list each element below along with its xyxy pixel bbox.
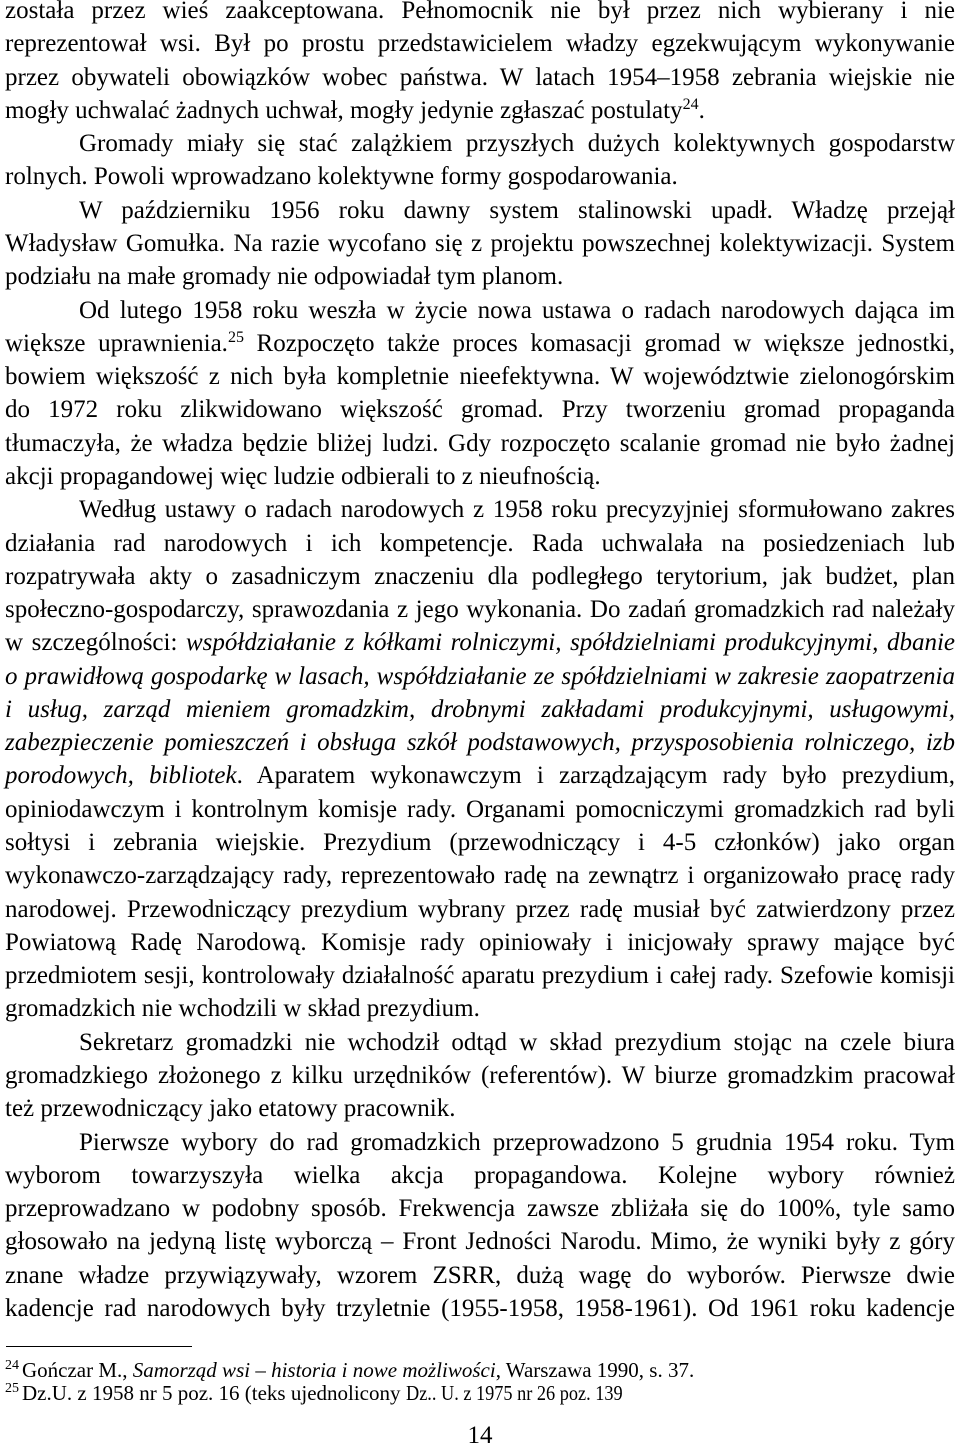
paragraph — [5, 194, 955, 294]
footnote-title: Samorząd wsi – historia i nowe możliwości — [132, 1358, 496, 1382]
footnote-marker: 25 — [5, 1381, 19, 1396]
text-line: głosowało na jedyną listę wyborczą – Front Jedności Narodu. Mimo, że wyniki były z góry — [5, 1228, 955, 1256]
page-number: 14 — [467, 1422, 493, 1449]
italic-text: porodowych, bibliotek — [5, 762, 237, 790]
paragraph — [5, 1026, 955, 1126]
text-line: reprezentował wsi. Był po prostu przedstawicielem władzy egzekwującym wykonywanie — [5, 30, 955, 58]
text-line: podziału na małe gromady nie odpowiadał tym planom. — [5, 263, 564, 291]
paragraph — [5, 0, 955, 127]
text-line: społeczno-gospodarczy, sprawozdania z jego wykonania. Do zadań gromadzkich rad należały — [5, 596, 955, 624]
italic-text: i usług, zarząd mieniem gromadzkim, drobnymi zakładami produkcyjnymi, usługowymi, — [5, 695, 955, 723]
text-line: większe uprawnienia.$^{25}$ Rozpoczęto także proces komasacji gromad w większe jednostki, — [5, 328, 955, 357]
paragraph — [5, 493, 955, 1026]
footnote-text: Dz.U. z 1958 nr 5 poz. 16 (teks ujednolicony — [22, 1381, 406, 1405]
text-line: gromadzkich nie wchodzili w skład prezydium. — [5, 995, 480, 1023]
text-line: wykonawczo-zarządzający rady, reprezentowało radę na zewnątrz i organizowało pracę rady — [5, 862, 955, 890]
text-line: została przez wieś zaakceptowana. Pełnomocnik nie był przez nich wybierany i nie — [5, 0, 955, 24]
text-line: tłumaczyła, że władza będzie bliżej ludzi. Gdy rozpoczęto scalanie gromad nie było żadnej — [5, 429, 955, 457]
footnote-25 — [5, 1382, 955, 1405]
text-line: gromadzkiego złożonego z kilku urzędników (referentów). W biurze gromadzkim pracował — [5, 1062, 955, 1089]
text-line: akcji propagandowej więc ludzie odbierali to z nieufnością. — [5, 462, 601, 490]
footnote-reference: 25 — [227, 328, 244, 346]
text-line: znane władze przywiązywały, wzorem ZSRR, dużą wagę do wyborów. Pierwsze dwie — [5, 1261, 955, 1289]
italic-text: zabezpieczenie pomieszczeń i obsługa szkół podstawowych, przysposobienia rolniczego, izb — [5, 729, 955, 757]
text-line: rolnych. Powoli wprowadzano kolektywne formy gospodarowania. — [5, 163, 678, 191]
paragraph — [5, 1126, 955, 1326]
paragraph — [5, 127, 955, 194]
text-line: Władysław Gomułka. Na razie wycofano się z projektu powszechnej kolektywizacji. System — [5, 229, 955, 257]
text-line: wyborom towarzyszyła wielka akcja propagandowa. Kolejne wybory również — [5, 1161, 955, 1189]
text-line: do 1972 roku zlikwidowano większość gromad. Przy tworzeniu gromad propaganda — [5, 396, 955, 424]
text-line: bowiem większość z nich była kompletnie nieefektywna. W województwie zielonogórskim — [5, 363, 955, 391]
text-line — [5, 660, 955, 693]
text-line: narodowej. Przewodniczący prezydium wybrany przez radę musiał być zatwierdzony przez — [5, 895, 955, 923]
paragraph — [5, 294, 955, 494]
text-line: przedmiotem sesji, kontrolowały działalność aparatu prezydium i całej rady. Szefowie komisji — [5, 962, 955, 990]
footnote-text-continued: Dz.. U. z 1975 nr 26 poz. 139 — [405, 1381, 623, 1405]
italic-text: współdziałanie z kółkami rolniczymi, spółdzielniami produkcyjnymi, dbanie — [186, 629, 955, 657]
text-line: przez obywateli obowiązków wobec państwa. W latach 1954–1958 zebrania wiejskie nie — [5, 63, 955, 91]
footnote-author: Gończar M., — [22, 1358, 133, 1382]
text-line: w szczególności: współdziałanie z kółkami rolniczymi, spółdzielniami produkcyjnymi, dbanie — [5, 629, 955, 657]
text-line: rozpatrywała akty o zasadniczym znaczeniu dla podległego terytorium, jak budżet, plan — [5, 562, 955, 590]
footnote-24 — [5, 1359, 955, 1382]
text-line: Od lutego 1958 roku weszła w życie nowa ustawa o radach narodowych dająca im — [79, 296, 955, 324]
text-line: działania rad narodowych i ich kompetencje. Rada uchwalała na posiedzeniach lub — [5, 529, 955, 557]
text-line: W październiku 1956 roku dawny system stalinowski upadł. Władzę przejął — [79, 196, 955, 224]
text-line: Według ustawy o radach narodowych z 1958 roku precyzyjniej sformułowano zakres — [79, 496, 955, 524]
main-text — [5, 0, 955, 1325]
footnotes — [5, 1359, 955, 1405]
text-line — [5, 726, 955, 759]
text-line: Powiatową Radę Narodową. Komisje rady opiniowały i inicjowały sprawy mające być — [5, 928, 955, 956]
text-line: Sekretarz gromadzki nie wchodził odtąd w skład prezydium stojąc na czele biura — [79, 1028, 955, 1056]
text-line: Pierwsze wybory do rad gromadzkich przeprowadzono 5 grudnia 1954 roku. Tym — [79, 1128, 955, 1156]
footnote-marker: 24 — [5, 1358, 19, 1373]
text-line: też przewodniczący jako etatowy pracownik. — [5, 1095, 456, 1123]
footnote-separator — [6, 1346, 192, 1347]
footnote-reference: 24 — [682, 95, 699, 113]
text-line: przeprowadzano w podobny sposób. Frekwencja zawsze zbliżała się do 100%, tyle samo — [5, 1195, 955, 1223]
footnote-publication: , Warszawa 1990, s. 37. — [495, 1358, 695, 1382]
text-line: mogły uchwalać żadnych uchwał, mogły jedynie zgłaszać postulaty$^{24}$. — [5, 95, 705, 124]
text-line: kadencje rad narodowych były trzyletnie (1955-1958, 1958-1961). Od 1961 roku kadencje — [5, 1294, 955, 1322]
text-line: Gromady miały się stać zalążkiem przyszłych dużych kolektywnych gospodarstw — [79, 130, 955, 158]
italic-text: o prawidłową gospodarkę w lasach, współdziałanie ze spółdzielniami w zakresie zaopatrzenia — [5, 662, 955, 690]
text-line: porodowych, bibliotek. Aparatem wykonawczym i zarządzającym rady było prezydium, — [5, 762, 955, 790]
text-line: opiniodawczym i kontrolnym komisje rady. Organami pomocniczymi gromadzkich rad byli — [5, 795, 955, 823]
text-line: sołtysi i zebrania wiejskie. Prezydium (przewodniczący i 4-5 członków) jako organ — [5, 829, 955, 857]
text-line — [5, 693, 955, 726]
